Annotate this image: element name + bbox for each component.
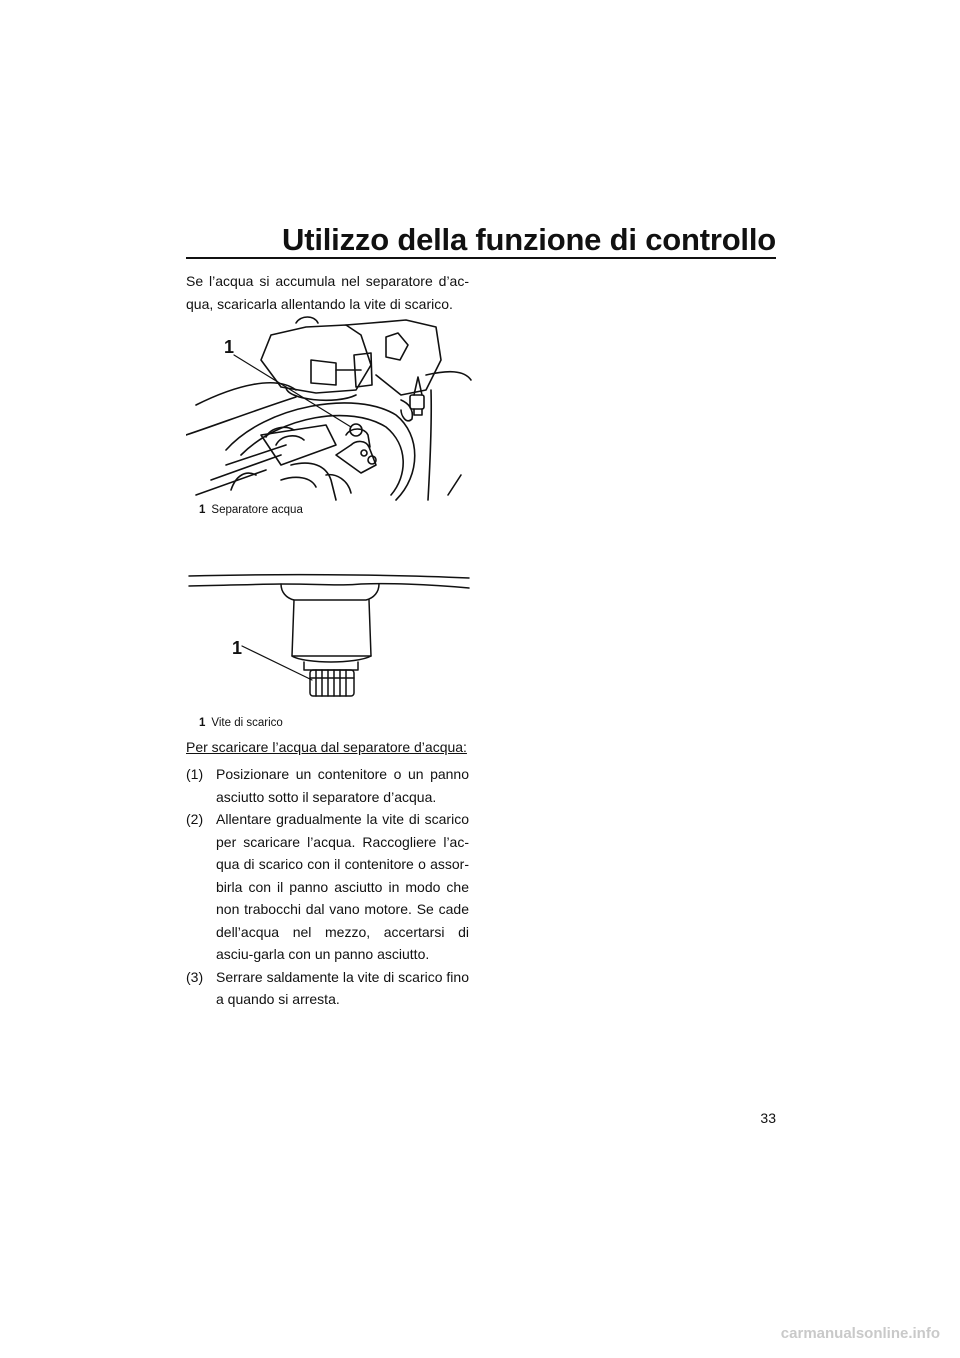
intro-paragraph: Se l’acqua si accumula nel separatore d’ac-qua, scaricarla allentando la vite di scarico. <box>186 273 469 312</box>
step-text: Serrare saldamente la vite di scarico fino a quando si arresta. <box>216 968 469 1007</box>
page-number: 33 <box>760 1110 776 1126</box>
step-text: Posizionare un contenitore o un panno asciutto sotto il separatore d’acqua. <box>216 766 469 805</box>
page-title: Utilizzo della funzione di controllo <box>282 222 776 257</box>
figure1-caption-text: Separatore acqua <box>211 504 303 516</box>
step-text: Allentare gradualmente la vite di scarico per scaricare l’acqua. Raccogliere l’ac-qua di scarico con il contenitore o assor-birla con il panno asciutto in modo che non trabocchi dal vano motore. Se cade dell’acqua nel mezzo, accertarsi di asciu-garla con un panno asciutto. <box>216 811 469 962</box>
procedure-title: Per scaricare l’acqua dal separatore d’acqua: <box>186 739 467 755</box>
figure-water-separator-location <box>186 315 476 505</box>
title-rule <box>186 257 776 259</box>
step-number: (3) <box>186 968 204 985</box>
figure2-caption-text: Vite di scarico <box>211 717 283 729</box>
procedure-steps <box>186 763 469 1011</box>
figure1-caption-number: 1 <box>199 504 206 516</box>
procedure-step <box>186 808 469 966</box>
figure1-callout: 1 <box>224 337 235 357</box>
figure1-caption <box>199 503 303 517</box>
engine-compartment-illustration <box>186 315 476 505</box>
figure-drain-screw <box>186 570 476 700</box>
procedure-step <box>186 966 469 1011</box>
watermark: carmanualsonline.info <box>780 1325 940 1342</box>
procedure-step <box>186 763 469 808</box>
figure2-callout: 1 <box>232 638 243 658</box>
figure2-caption-number: 1 <box>199 717 206 729</box>
drain-screw-illustration <box>186 570 476 700</box>
step-number: (2) <box>186 811 204 827</box>
figure2-caption <box>199 716 283 730</box>
step-number: (1) <box>186 766 204 782</box>
